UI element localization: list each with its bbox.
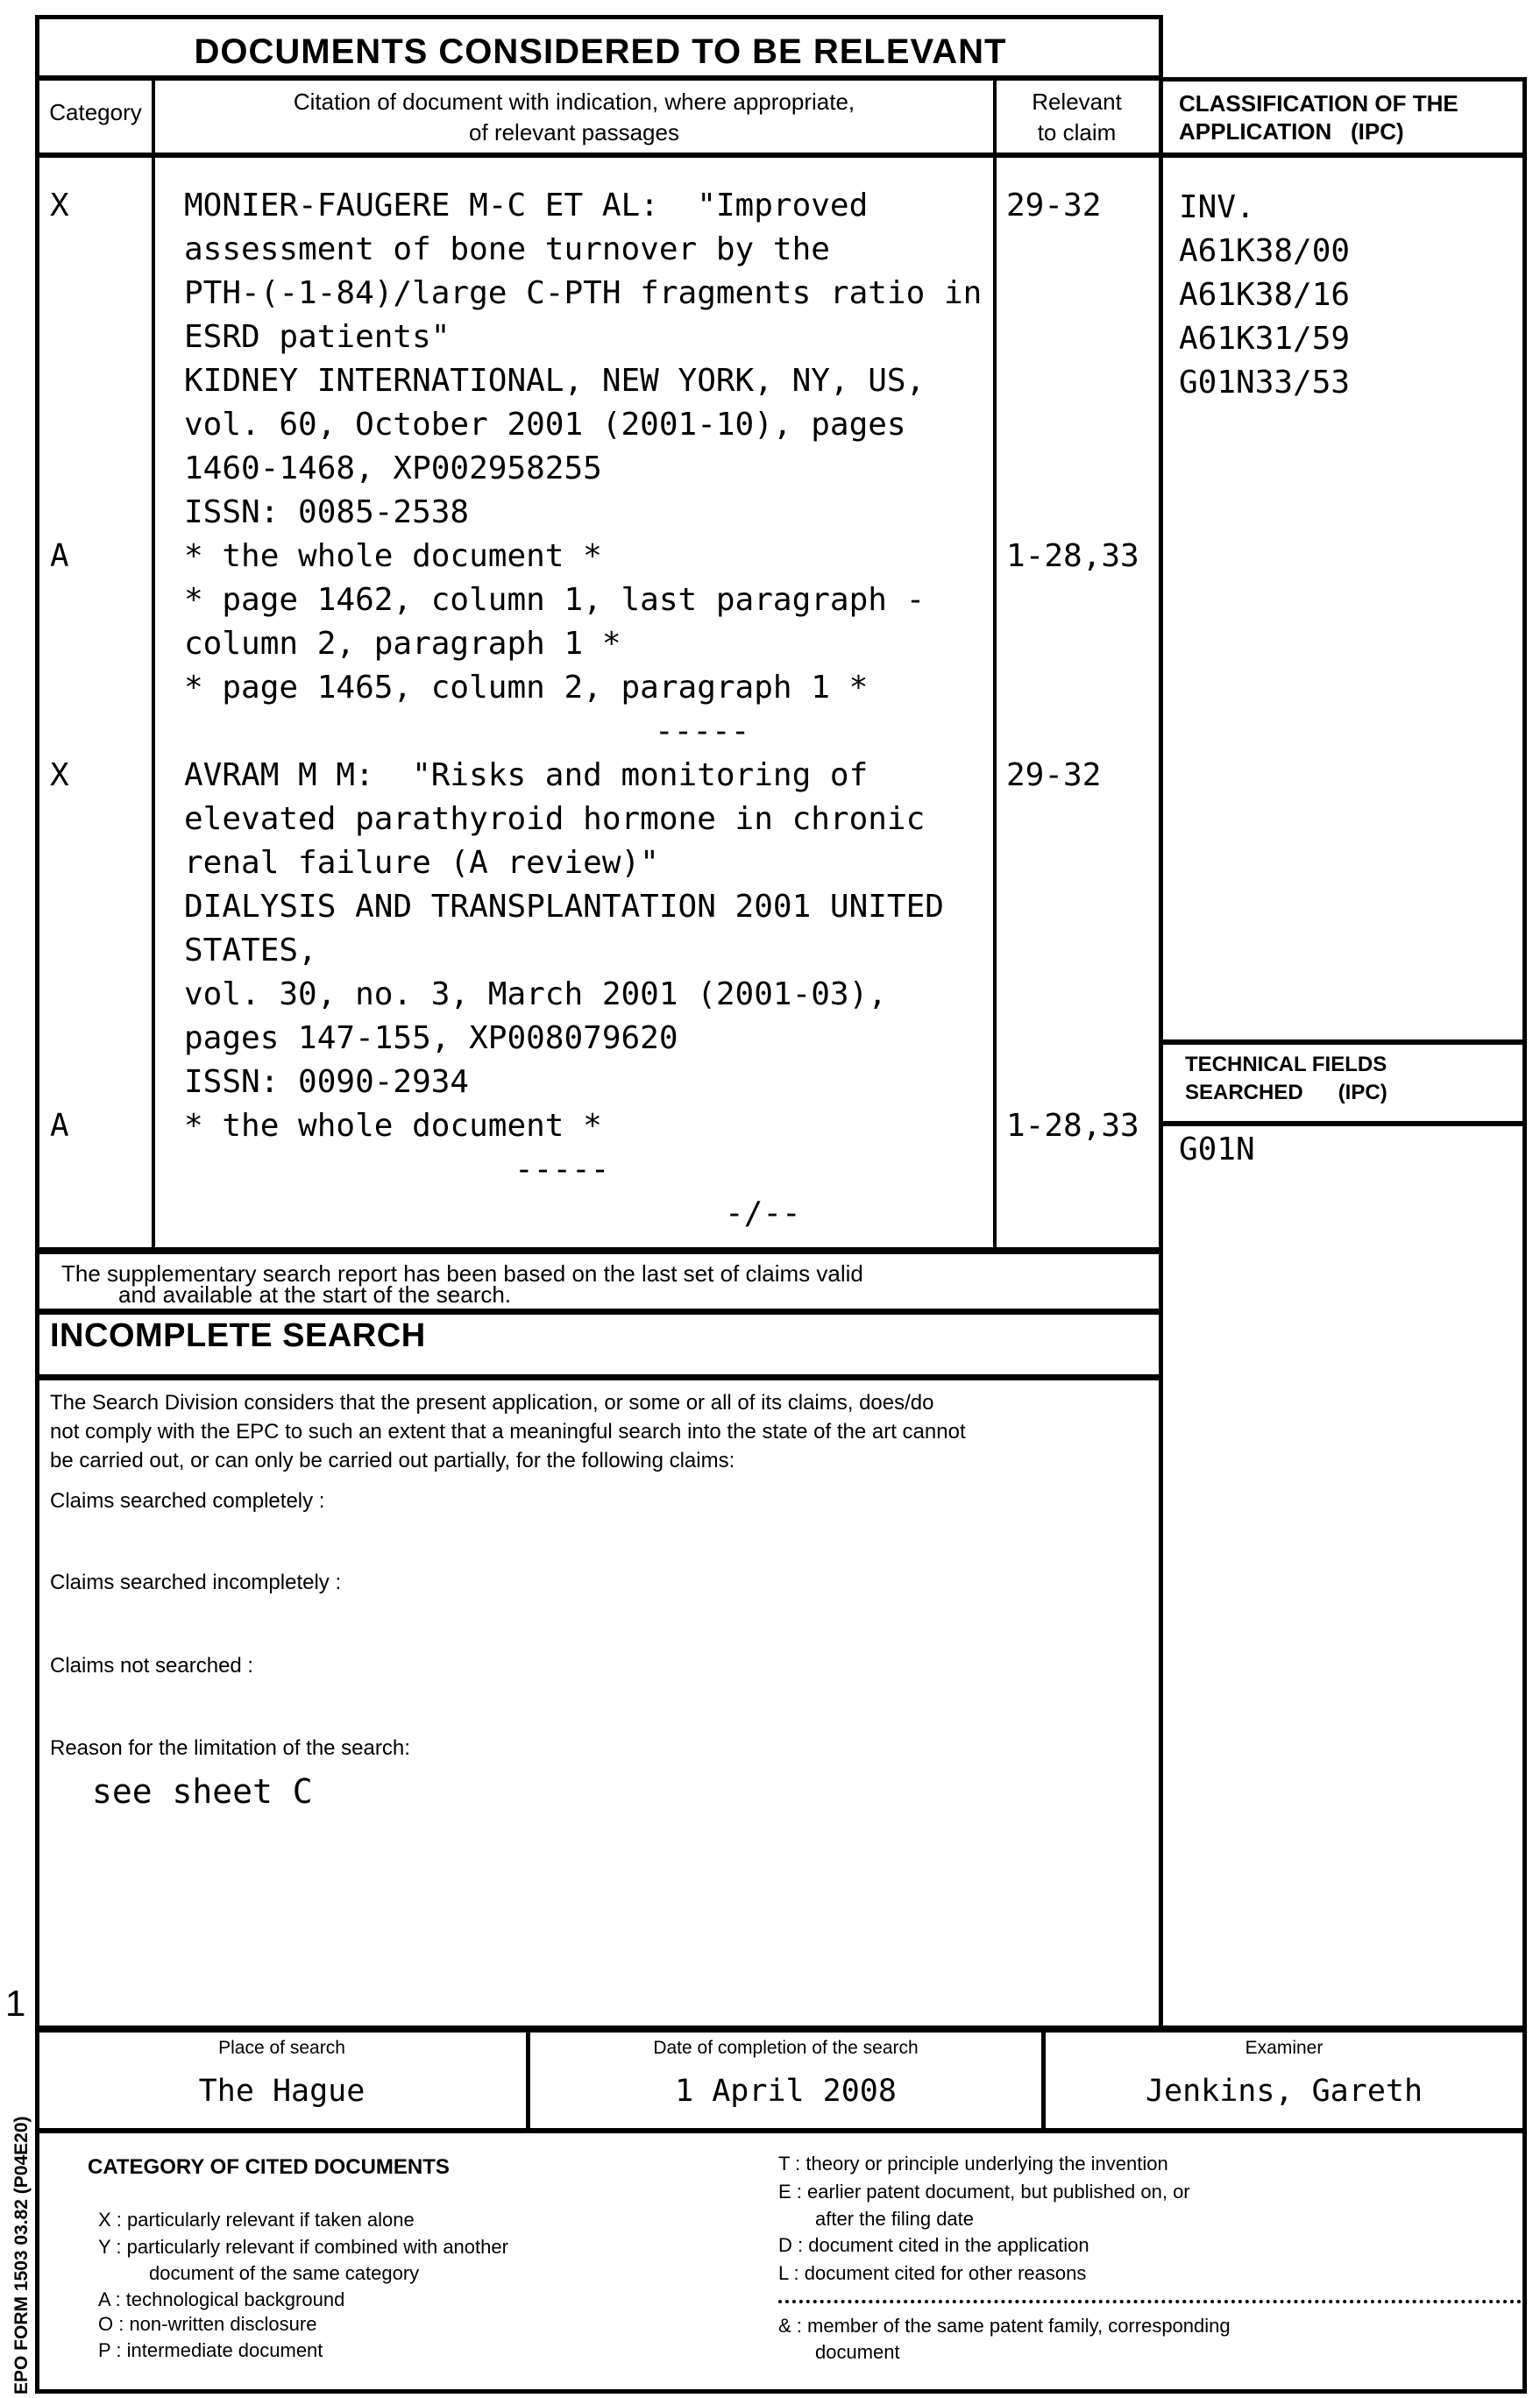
legend-left-item: document of the same category bbox=[149, 2262, 420, 2284]
column-header-classification-line1: CLASSIFICATION OF THE bbox=[1179, 90, 1458, 117]
citation-separator: ----- bbox=[655, 713, 750, 749]
legend-left-item: X : particularly relevant if taken alone bbox=[98, 2209, 415, 2231]
legend-right-item: & : member of the same patent family, corresponding bbox=[778, 2315, 1231, 2337]
grid-rule-line bbox=[1522, 77, 1527, 2394]
grid-rule-line bbox=[35, 2389, 1527, 2394]
column-header-relevant-line2: to claim bbox=[1037, 119, 1117, 145]
classification-value: INV. bbox=[1179, 189, 1255, 225]
legend-left-item: Y : particularly relevant if combined with another bbox=[98, 2236, 508, 2258]
reason-for-limitation-value: see sheet C bbox=[92, 1772, 313, 1811]
classification-value: A61K38/00 bbox=[1179, 233, 1351, 269]
citation-relevant-claims: 29-32 bbox=[1006, 188, 1102, 223]
grid-rule-line bbox=[993, 77, 997, 1252]
grid-rule-line bbox=[1159, 77, 1527, 82]
column-header-category: Category bbox=[49, 99, 142, 125]
grid-rule-line bbox=[1159, 1039, 1527, 1045]
column-header-citation-line2: of relevant passages bbox=[469, 119, 679, 145]
column-header-citation-line1: Citation of document with indication, where appropriate, bbox=[293, 89, 855, 115]
grid-rule-line bbox=[152, 77, 155, 1252]
grid-rule-line bbox=[35, 1309, 1163, 1315]
technical-fields-header-line1: TECHNICAL FIELDS bbox=[1185, 1053, 1387, 1076]
citation-category: X bbox=[50, 188, 69, 223]
incomplete-search-paragraph-line: not comply with the EPC to such an extent that a meaningful search into the state of the art cannot bbox=[50, 1420, 966, 1444]
citation-line: STATES, bbox=[184, 933, 317, 968]
supplementary-note-line1: The supplementary search report has been based on the last set of claims valid bbox=[61, 1260, 863, 1287]
citation-line: ISSN: 0090-2934 bbox=[184, 1064, 470, 1100]
citation-separator: ----- bbox=[515, 1152, 610, 1188]
citation-line: 1460-1468, XP002958255 bbox=[184, 451, 602, 486]
citation-line: pages 147-155, XP008079620 bbox=[184, 1020, 678, 1056]
citation-line: PTH-(-1-84)/large C-PTH fragments ratio in bbox=[184, 275, 983, 311]
place-of-search-label: Place of search bbox=[218, 2038, 345, 2058]
citation-line: AVRAM M M: "Risks and monitoring of bbox=[184, 757, 869, 793]
citation-line: ESRD patients" bbox=[184, 319, 451, 355]
grid-rule-line bbox=[1041, 2033, 1046, 2130]
citation-line: vol. 30, no. 3, March 2001 (2001-03), bbox=[184, 976, 887, 1012]
grid-rule-line bbox=[1159, 1121, 1527, 1126]
citation-line: assessment of bone turnover by the bbox=[184, 231, 830, 267]
legend-right-item: L : document cited for other reasons bbox=[778, 2262, 1087, 2284]
citation-line: vol. 60, October 2001 (2001-10), pages bbox=[184, 407, 906, 443]
citation-line: renal failure (A review)" bbox=[184, 845, 659, 881]
legend-left-item: A : technological background bbox=[98, 2288, 345, 2310]
legend-title: CATEGORY OF CITED DOCUMENTS bbox=[88, 2155, 450, 2179]
reason-for-limitation-label: Reason for the limitation of the search: bbox=[50, 1736, 410, 1760]
grid-rule-line bbox=[35, 15, 39, 2394]
grid-rule-line bbox=[526, 2033, 530, 2130]
legend-right-item: document bbox=[815, 2341, 900, 2363]
claims-searched-incompletely-label: Claims searched incompletely : bbox=[50, 1571, 342, 1594]
citation-line: elevated parathyroid hormone in chronic bbox=[184, 801, 926, 837]
citation-line: KIDNEY INTERNATIONAL, NEW YORK, NY, US, bbox=[184, 363, 926, 399]
citation-line: * the whole document * bbox=[184, 538, 602, 574]
citation-category: X bbox=[50, 757, 69, 793]
citation-line: ISSN: 0085-2538 bbox=[184, 494, 470, 530]
citation-line: * the whole document * bbox=[184, 1108, 602, 1144]
classification-value: A61K31/59 bbox=[1179, 321, 1351, 357]
citation-relevant-claims: 1-28,33 bbox=[1006, 1108, 1139, 1144]
claims-searched-completely-label: Claims searched completely : bbox=[50, 1489, 325, 1513]
place-of-search-value: The Hague bbox=[198, 2074, 365, 2109]
technical-fields-value: G01N bbox=[1179, 1132, 1255, 1167]
page-number: 1 bbox=[5, 1983, 26, 2024]
citation-line: column 2, paragraph 1 * bbox=[184, 626, 621, 662]
citation-line: * page 1462, column 1, last paragraph - bbox=[184, 582, 926, 618]
document-title: DOCUMENTS CONSIDERED TO BE RELEVANT bbox=[194, 32, 1007, 71]
incomplete-search-paragraph-line: The Search Division considers that the present application, or some or all of its claims, does/do bbox=[50, 1391, 934, 1415]
grid-rule-line bbox=[1159, 15, 1163, 2033]
citation-continuation-mark: -/-- bbox=[725, 1195, 801, 1231]
legend-left-item: P : intermediate document bbox=[98, 2339, 323, 2361]
examiner-value: Jenkins, Gareth bbox=[1145, 2074, 1423, 2109]
technical-fields-header-line2: SEARCHED (IPC) bbox=[1185, 1081, 1387, 1104]
legend-left-item: O : non-written disclosure bbox=[98, 2313, 317, 2335]
legend-right-item: after the filing date bbox=[815, 2208, 975, 2230]
citation-line: MONIER-FAUGERE M-C ET AL: "Improved bbox=[184, 188, 869, 223]
incomplete-search-title: INCOMPLETE SEARCH bbox=[50, 1317, 426, 1354]
citation-line: * page 1465, column 2, paragraph 1 * bbox=[184, 670, 869, 706]
grid-rule-line bbox=[35, 15, 1163, 19]
incomplete-search-paragraph-line: be carried out, or can only be carried out partially, for the following claims: bbox=[50, 1449, 735, 1472]
supplementary-note-line2: and available at the start of the search. bbox=[118, 1281, 512, 1308]
citation-line: DIALYSIS AND TRANSPLANTATION 2001 UNITED bbox=[184, 889, 944, 925]
grid-rule-line bbox=[35, 153, 1527, 158]
claims-not-searched-label: Claims not searched : bbox=[50, 1654, 254, 1678]
grid-rule-line bbox=[35, 2026, 1527, 2033]
citation-category: A bbox=[50, 538, 69, 574]
legend-right-item: T : theory or principle underlying the invention bbox=[778, 2153, 1168, 2175]
form-code-vertical-label: EPO FORM 1503 03.82 (P04E20) bbox=[11, 2116, 32, 2394]
legend-right-item: D : document cited in the application bbox=[778, 2234, 1089, 2256]
column-header-classification-line2: APPLICATION (IPC) bbox=[1179, 118, 1404, 145]
date-of-completion-value: 1 April 2008 bbox=[675, 2074, 897, 2109]
column-header-relevant-line1: Relevant bbox=[1032, 89, 1122, 115]
grid-rule-line bbox=[35, 1374, 1163, 1380]
classification-value: G01N33/53 bbox=[1179, 365, 1351, 401]
legend-divider-dotted-line bbox=[778, 2300, 1522, 2303]
grid-rule-line bbox=[35, 1247, 1163, 1254]
grid-rule-line bbox=[35, 2128, 1527, 2133]
legend-right-item: E : earlier patent document, but published on, or bbox=[778, 2181, 1190, 2203]
date-of-completion-label: Date of completion of the search bbox=[653, 2038, 919, 2058]
citation-category: A bbox=[50, 1108, 69, 1144]
examiner-label: Examiner bbox=[1245, 2038, 1324, 2058]
classification-value: A61K38/16 bbox=[1179, 277, 1351, 313]
citation-relevant-claims: 1-28,33 bbox=[1006, 538, 1139, 574]
citation-relevant-claims: 29-32 bbox=[1006, 757, 1102, 793]
